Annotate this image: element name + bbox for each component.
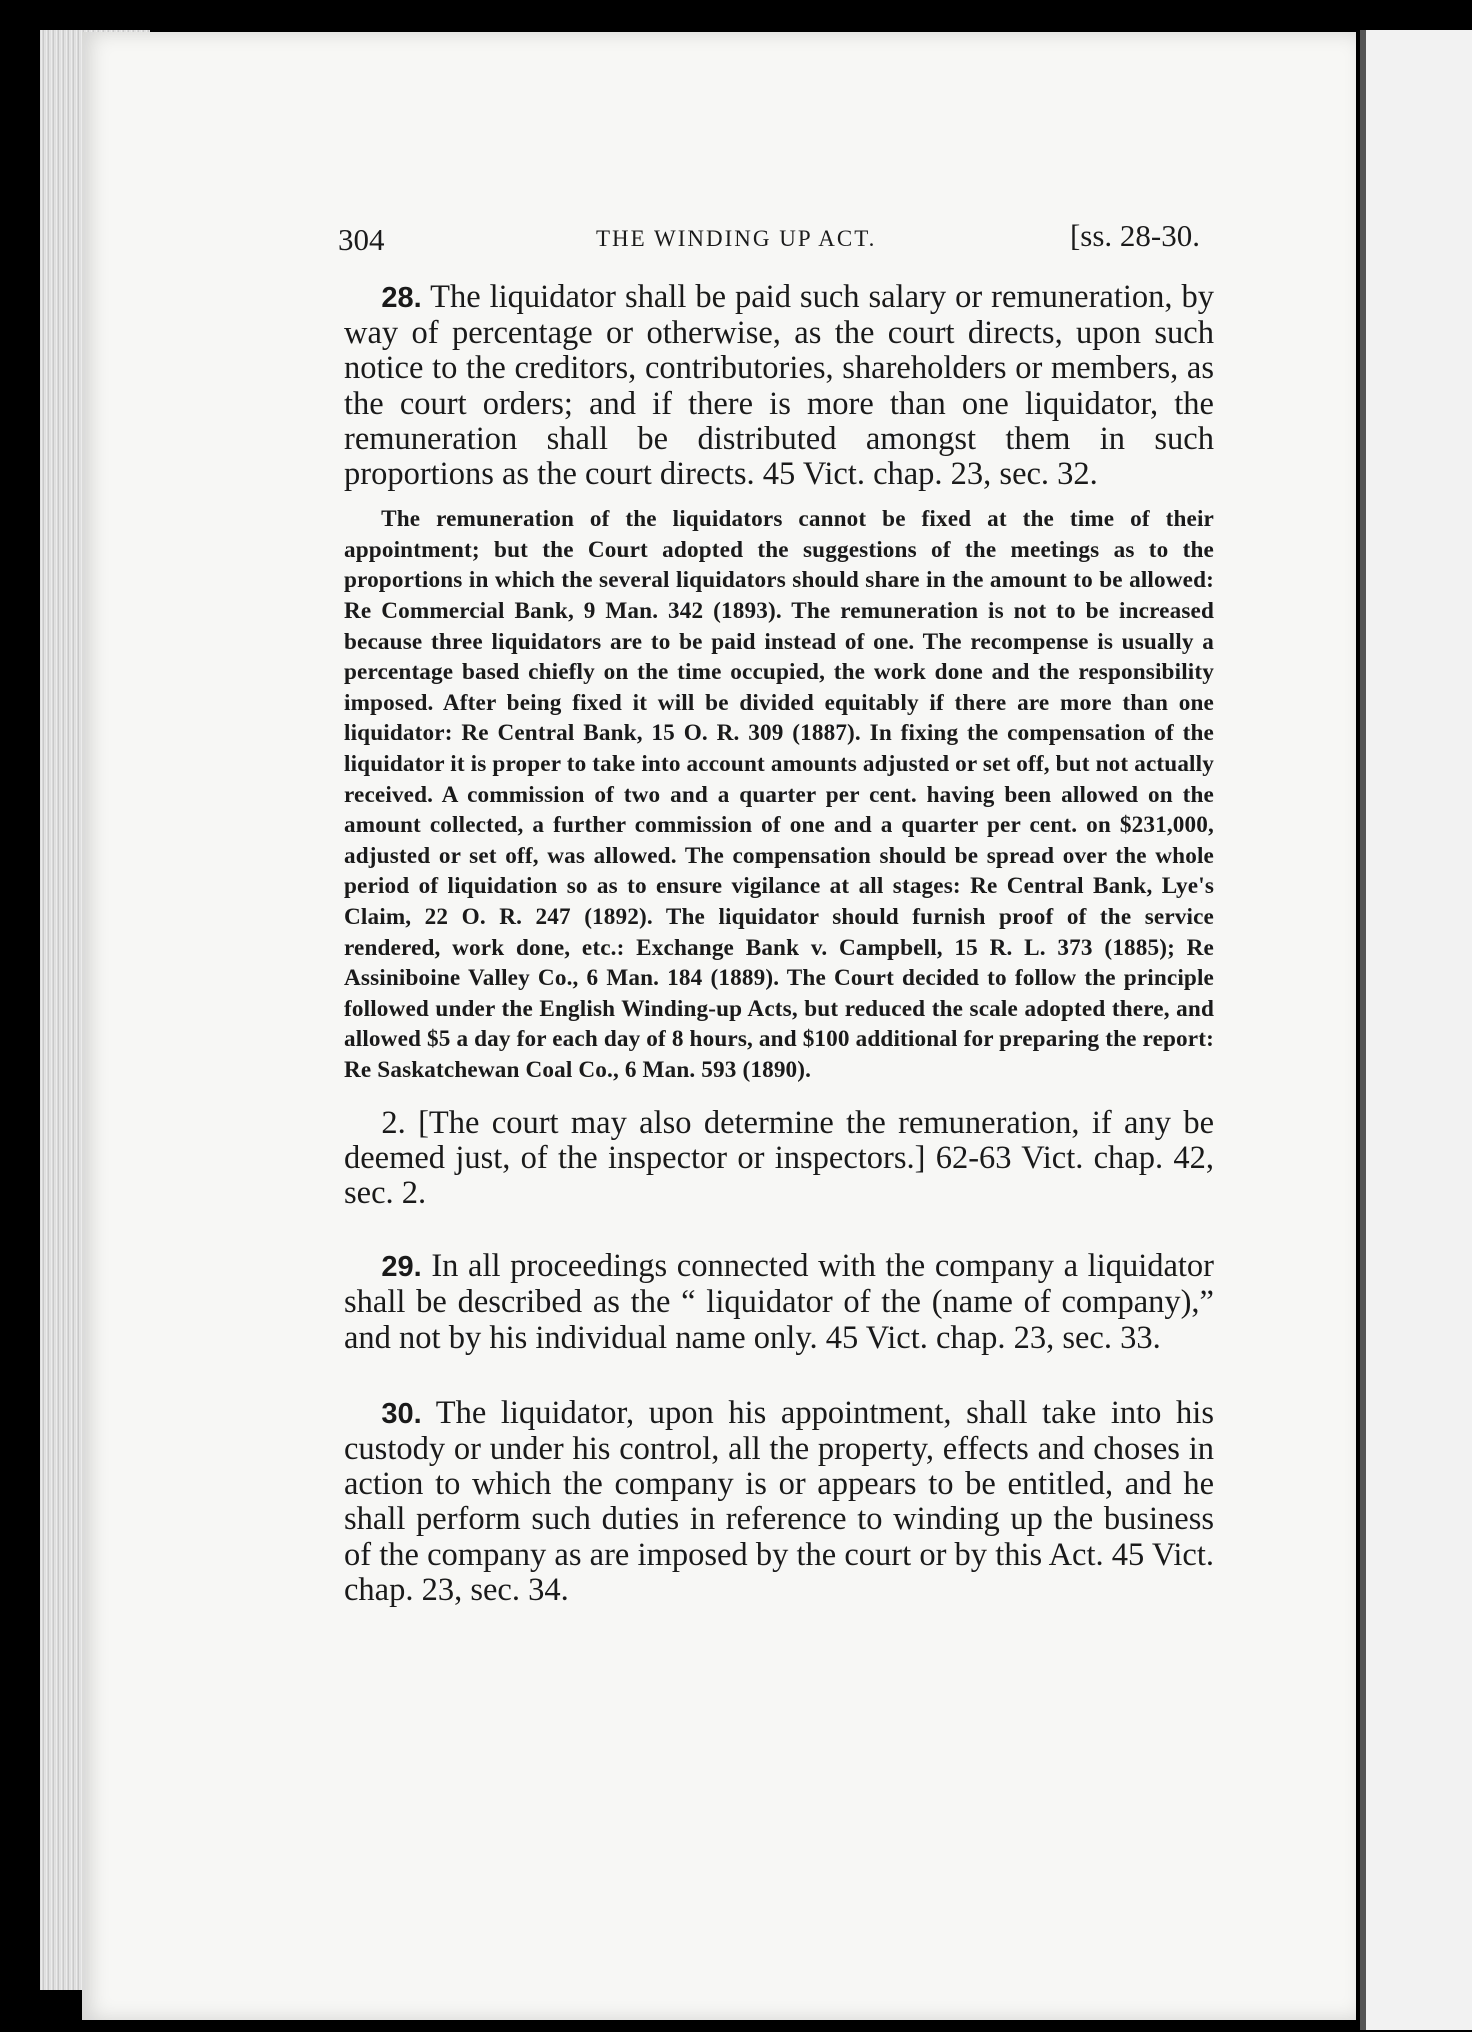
- section-29: [344, 1249, 1214, 1356]
- section-text: In all proceedings connected with the company a liquidator shall be described as the “ liquidator of the (name of company),” and not by his individual name only. 45 Vict. chap. 23, sec. 33.: [344, 1248, 1215, 1356]
- annotation-note: The remuneration of the liquidators cannot be fixed at the time of their appointment; but the Court adopted the suggestions of the meetings as to the proportions in which the several liquidators should share in the amount to be allowed: Re Commercial Bank, 9 Man. 342 (1893). The remuneration is not to be increased because three liquidators are to be paid instead of one. The recompense is usually a percentage based chiefly on the time occupied, the work done and the responsibility imposed. After being fixed it will be divided equitably if there are more than one liquidator: Re Central Bank, 15 O. R. 309 (1887). In fixing the compensation of the liquidator it is proper to take into account amounts adjusted or set off, but not actually received. A commission of two and a quarter per cent. having been allowed on the amount collected, a further commission of one and a quarter per cent. on $231,000, adjusted or set off, was allowed. The compensation should be spread over the whole period of liquidation so as to ensure vigilance at all stages: Re Central Bank, Lye's Claim, 22 O. R. 247 (1892). The liquidator should furnish proof of the service rendered, work done, etc.: Exchange Bank v. Campbell, 15 R. L. 373 (1885); Re Assiniboine Valley Co., 6 Man. 184 (1889). The Court decided to follow the principle followed under the English Winding-up Acts, but reduced the scale adopted there, and allowed $5 a day for each day of 8 hours, and $100 additional for preparing the report: Re Saskatchewan Coal Co., 6 Man. 593 (1890).: [344, 506, 1214, 1083]
- section-number: 30.: [381, 1397, 422, 1430]
- section-30: [344, 1396, 1214, 1608]
- section-text: The liquidator, upon his appointment, shall take into his custody or under his control, all the property, effects and choses in action to which the company is or appears to be entitled, and he shall perform such duties in reference to winding up the business of the company as are imposed by the court or by this Act. 45 Vict. chap. 23, sec. 34.: [344, 1394, 1214, 1608]
- section-28: [344, 280, 1214, 492]
- page-number: 304: [338, 222, 385, 257]
- page-body: [344, 280, 1214, 1608]
- section-range: [ss. 28-30.: [1069, 218, 1200, 253]
- section-number: 29.: [381, 1251, 422, 1284]
- section-number: 28.: [381, 282, 422, 314]
- running-header: [338, 218, 1200, 268]
- section-text: The liquidator shall be paid such salary or remuneration, by way of percentage or otherwise, as the court directs, upon such notice to the creditors, contributories, shareholders or members, as the court orders; and if there is more than one liquidator, the remuneration shall be distributed amongst them in such proportions as the court directs. 45 Vict. chap. 23, sec. 32.: [344, 279, 1214, 493]
- adjacent-page-edge: [1360, 30, 1472, 2030]
- running-title: THE WINDING UP ACT.: [596, 226, 877, 251]
- subsection-2: 2. [The court may also determine the remuneration, if any be deemed just, of the inspector or inspectors.] 62-63 Vict. chap. 42, sec. 2.: [344, 1104, 1214, 1211]
